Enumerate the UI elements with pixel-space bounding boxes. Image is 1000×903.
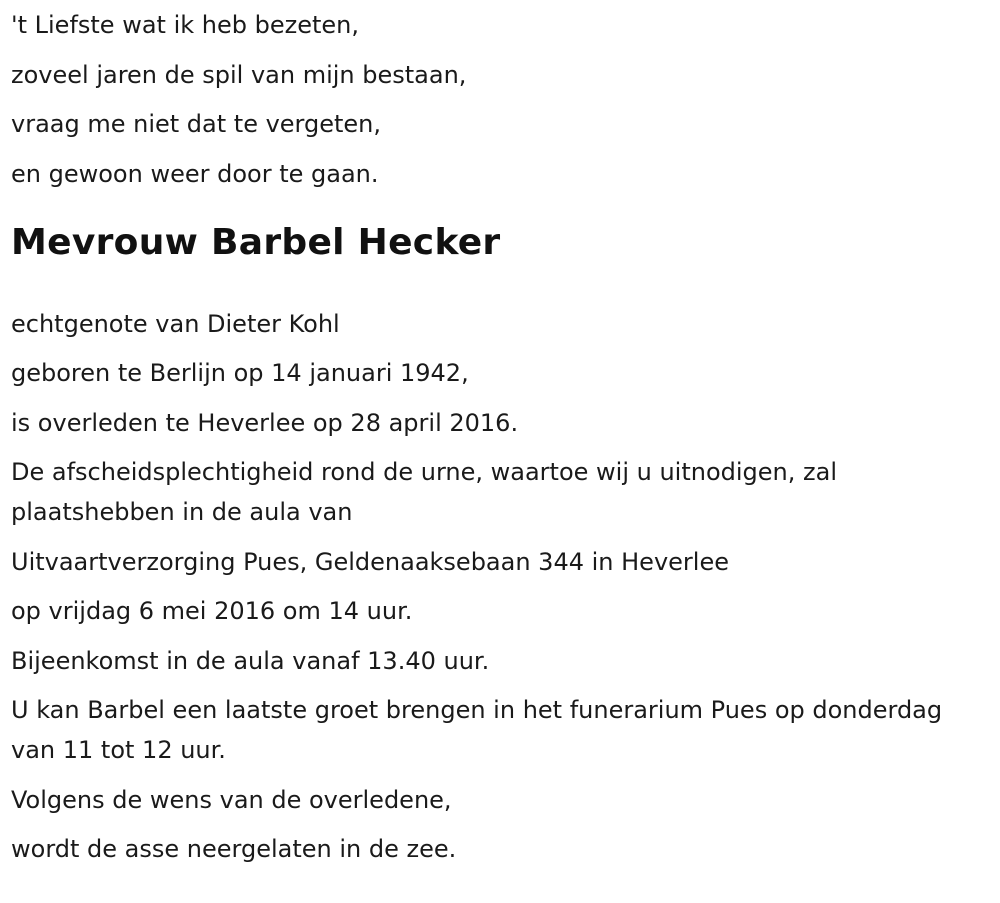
viewing-paragraph: U kan Barbel een laatste groet brengen in het funerarium Pues op donderdag van 11 tot 12 uur.	[11, 696, 943, 764]
gathering-line: Bijeenkomst in de aula vanaf 13.40 uur.	[11, 646, 490, 675]
spouse-line: echtgenote van Dieter Kohl	[11, 309, 340, 338]
wish-line: Volgens de wens van de overledene,	[11, 785, 452, 814]
date-line: op vrijdag 6 mei 2016 om 14 uur.	[11, 597, 413, 625]
birth-line: geboren te Berlijn op 14 januari 1942,	[11, 359, 469, 387]
obituary-document	[11, 0, 971, 879]
death-line: is overleden te Heverlee op 28 april 2016.	[11, 408, 519, 437]
obituary-body	[11, 304, 971, 870]
poem-line: zoveel jaren de spil van mijn bestaan,	[11, 60, 467, 89]
ashes-line: wordt de asse neergelaten in de zee.	[11, 835, 457, 863]
poem	[11, 0, 971, 194]
poem-line: vraag me niet dat te vergeten,	[11, 110, 382, 138]
deceased-name: Mevrouw Barbel Hecker	[11, 221, 501, 263]
poem-line: en gewoon weer door te gaan.	[11, 159, 379, 188]
venue-line: Uitvaartverzorging Pues, Geldenaaksebaan 344 in Heverlee	[11, 547, 729, 576]
poem-line: 't Liefste wat ik heb bezeten,	[11, 11, 359, 39]
ceremony-paragraph: De afscheidsplechtigheid rond de urne, waartoe wij u uitnodigen, zal plaatshebben in de aula van	[11, 458, 837, 526]
